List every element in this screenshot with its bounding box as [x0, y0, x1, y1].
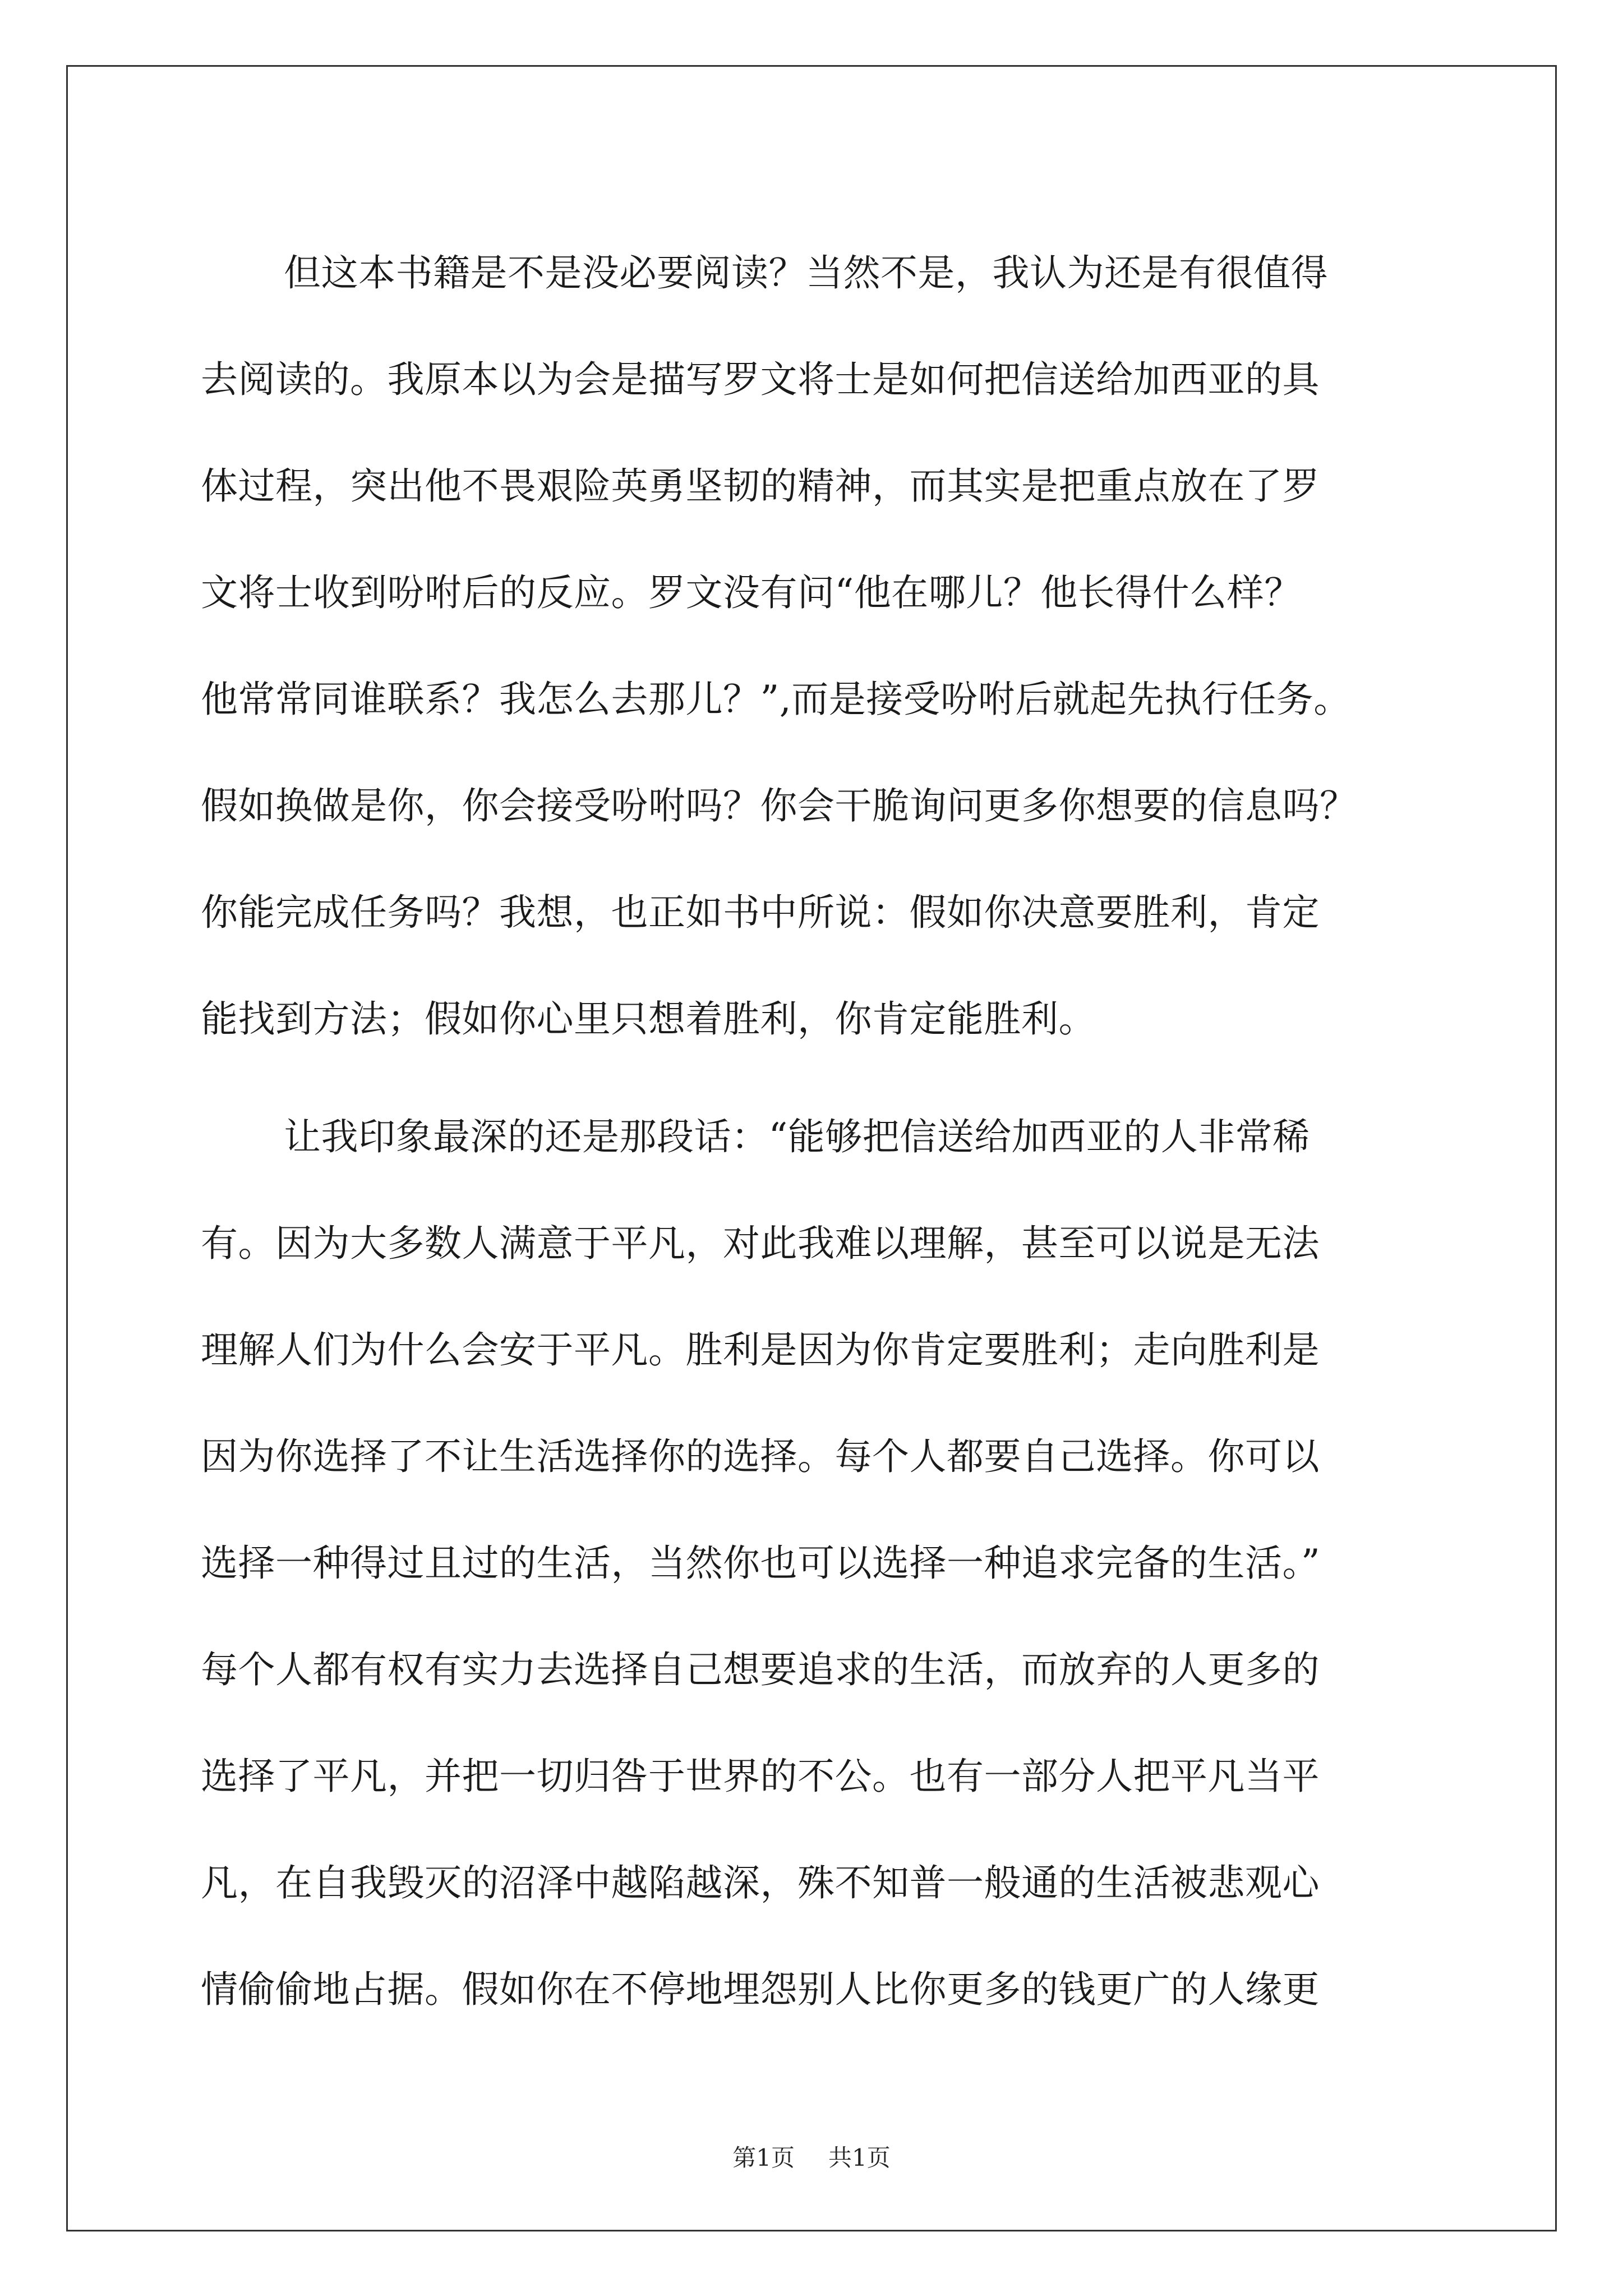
- text-line: 因为你选择了不让生活选择你的选择。每个人都要自己选择。你可以: [201, 1435, 1320, 1478]
- text-line: 选择一种得过且过的生活，当然你也可以选择一种追求完备的生活。”: [201, 1542, 1321, 1585]
- text-line: 选择了平凡，并把一切归咎于世界的不公。也有一部分人把平凡当平: [201, 1755, 1320, 1798]
- text-line: 体过程，突出他不畏艰险英勇坚韧的精神，而其实是把重点放在了罗: [201, 464, 1320, 508]
- text-line: 他常常同谁联系？我怎么去那儿？”,而是接受吩咐后就起先执行任务。: [201, 678, 1351, 721]
- text-line: 每个人都有权有实力去选择自己想要追求的生活，而放弃的人更多的: [201, 1648, 1320, 1691]
- text-line: 假如换做是你，你会接受吩咐吗？你会干脆询问更多你想要的信息吗？: [201, 784, 1357, 827]
- text-line: 理解人们为什么会安于平凡。胜利是因为你肯定要胜利；走向胜利是: [201, 1328, 1320, 1372]
- paragraph-1: [201, 220, 1429, 1073]
- text-line: 让我印象最深的还是那段话：“能够把信送给加西亚的人非常稀: [284, 1115, 1310, 1158]
- text-line: 有。因为大多数人满意于平凡，对此我难以理解，甚至可以说是无法: [201, 1222, 1320, 1265]
- total-pages: 共1页: [828, 2144, 891, 2171]
- page-number: 第1页: [732, 2144, 795, 2171]
- text-line: 凡，在自我毁灭的沼泽中越陷越深，殊不知普一般通的生活被悲观心: [201, 1861, 1320, 1904]
- text-line: 但这本书籍是不是没必要阅读？当然不是，我认为还是有很值得: [284, 251, 1328, 295]
- text-line: 你能完成任务吗？我想，也正如书中所说：假如你决意要胜利，肯定: [201, 891, 1320, 934]
- text-line: 情偷偷地占据。假如你在不停地埋怨别人比你更多的钱更广的人缘更: [201, 1968, 1320, 2011]
- text-line: 去阅读的。我原本以为会是描写罗文将士是如何把信送给加西亚的具: [201, 358, 1320, 401]
- page-footer: [0, 2139, 1623, 2173]
- paragraph-spacer: [201, 1073, 1429, 1084]
- text-line: 文将士收到吩咐后的反应。罗文没有问“他在哪儿？他长得什么样？: [201, 571, 1302, 614]
- paragraph-2: [201, 1084, 1429, 2043]
- text-line: 能找到方法；假如你心里只想着胜利，你肯定能胜利。: [201, 997, 1096, 1041]
- document-body: [201, 220, 1429, 2043]
